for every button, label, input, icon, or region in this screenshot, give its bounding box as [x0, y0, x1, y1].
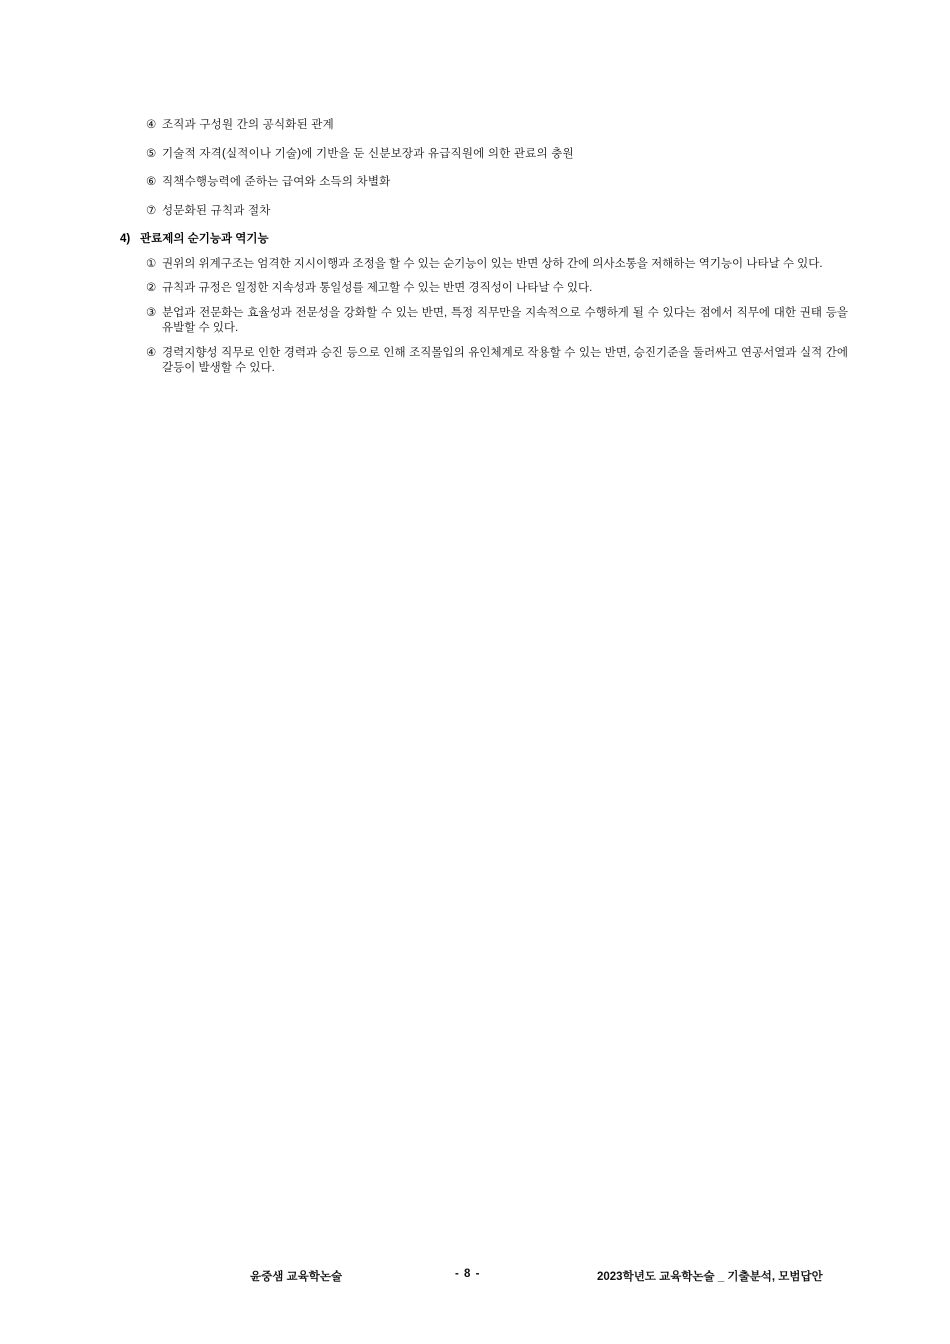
footer-left-label: 윤중샘 교육학논술	[250, 1271, 343, 1283]
list-item	[118, 204, 848, 220]
footer-right-label: 2023학년도 교육학논술 _ 기출분석, 모범답안	[597, 1271, 823, 1283]
section-marker: 4)	[120, 233, 131, 246]
list-item-text: 성문화된 규칙과 절차	[162, 204, 271, 217]
section-heading	[118, 232, 848, 248]
list-item-text: 권위의 위계구조는 엄격한 지시이행과 조정을 할 수 있는 순기능이 있는 반면 상하 간에 의사소통을 저해하는 역기능이 나타날 수 있다.	[162, 257, 823, 270]
list-marker: ①	[146, 257, 157, 270]
definition-list-section	[118, 257, 848, 377]
list-item-text: 경력지향성 직무로 인한 경력과 승진 등으로 인해 조직몰입의 유인체계로 작용할 수 있는 반면, 승진기준을 둘러싸고 연공서열과 실적 간에 갈등이 발생할 수 있다.	[162, 346, 848, 375]
page-footer	[0, 1268, 950, 1296]
list-item-text: 기술적 자격(실적이나 기술)에 기반을 둔 신분보장과 유급직원에 의한 관료의 충원	[162, 147, 574, 160]
document-body	[118, 118, 848, 386]
section-title: 관료제의 순기능과 역기능	[140, 233, 269, 246]
list-item	[118, 147, 848, 163]
list-item	[118, 175, 848, 191]
list-item	[146, 257, 848, 273]
list-item	[146, 346, 848, 377]
list-item-text: 분업과 전문화는 효율성과 전문성을 강화할 수 있는 반면, 특정 직무만을 지속적으로 수행하게 될 수 있다는 점에서 직무에 대한 권태 등을 유발할 수 있다.	[162, 306, 848, 335]
list-marker: ③	[146, 306, 157, 319]
page-number: - 8 -	[455, 1268, 481, 1280]
list-marker: ⑤	[146, 147, 157, 160]
definition-list-top	[118, 118, 848, 219]
list-item-text: 규칙과 규정은 일정한 지속성과 통일성를 제고할 수 있는 반면 경직성이 나타날 수 있다.	[162, 282, 593, 295]
list-item-text: 직책수행능력에 준하는 급여와 소득의 차별화	[162, 176, 391, 189]
list-item	[118, 118, 848, 134]
list-marker: ④	[146, 119, 157, 131]
list-item	[146, 281, 848, 297]
list-marker: ②	[146, 282, 157, 295]
list-marker: ⑥	[146, 176, 157, 189]
list-item	[146, 306, 848, 337]
list-marker: ⑦	[146, 204, 157, 217]
list-marker: ④	[146, 346, 157, 359]
list-item-text: 조직과 구성원 간의 공식화된 관계	[162, 119, 334, 131]
